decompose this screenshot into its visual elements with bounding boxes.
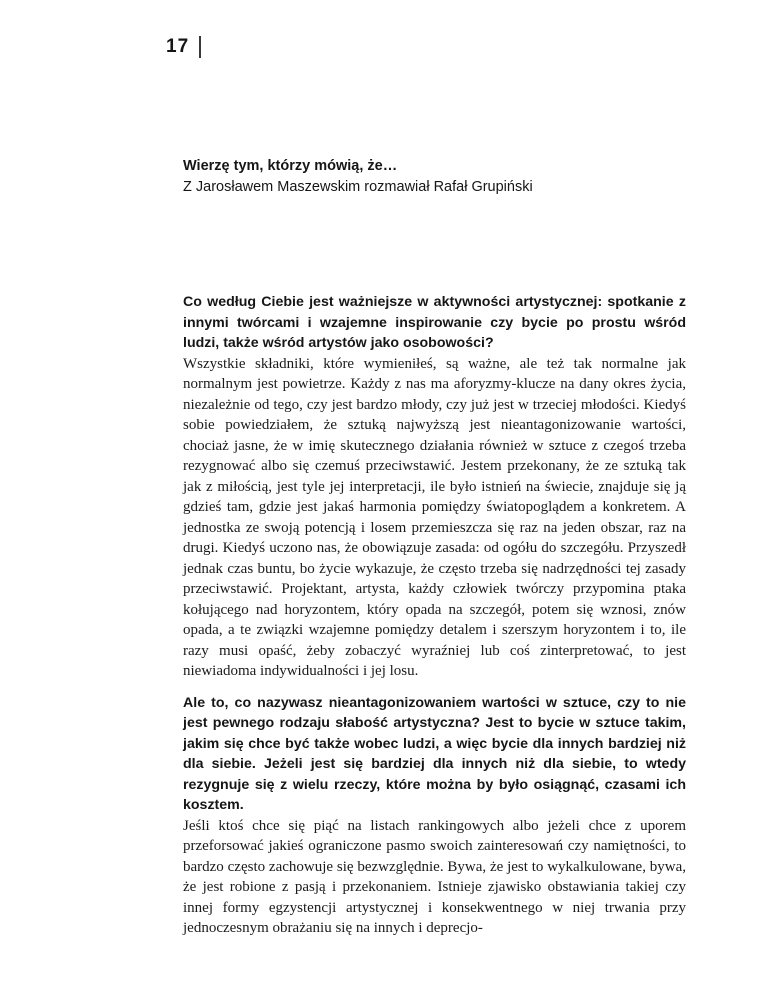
interview-answer: Wszystkie składniki, które wymieniłeś, są ważne, ale też tak normalne jak normalnym jest powietrze. Każdy z nas ma aforyzmy-klucze na dany okres życia, niezależnie od tego, czy jest bardzo młody, czy już jest w trzeciej młodości. Kiedyś sobie powiedziałem, że sztuką najwyższą jest nieantagonizowanie wartości, chociaż jasne, że w imię skutecznego działania również w sztuce z czegoś trzeba rezygnować albo się czemuś przeciwstawić. Jestem przekonany, że ze sztuką tak jak z miłością, jest tyle jej interpretacji, ile było istnień na świecie, znajduje się ją gdzieś tam, gdzie jest jakaś harmonia pomiędzy światopoglądem a konkretem. A jednostka ze swoją potencją i losem przemieszcza się raz na jeden obszar, raz na drugi. Kiedyś uczono nas, że obowiązuje zasada: od ogółu do szczegółu. Przyszedł jednak czas buntu, bo życie wykazuje, że często trzeba się nadrzędności tej zasady przeciwstawić. Projektant, artysta, każdy człowiek twórczy przypomina ptaka kołującego nad horyzontem, który opada na szczegół, potem się wznosi, znów opada, a te związki wzajemne pomiędzy detalem i szerszym horyzontem i to, ile razy musi opaść, żeby zobaczyć wyraźniej lub coś zinterpretować, to jest niewiadoma indywidualności i jej losu. bbox=[183, 355, 686, 679]
article-header bbox=[183, 156, 686, 198]
article-title: Wierzę tym, którzy mówią, że… bbox=[183, 158, 398, 174]
interview-question: Co według Ciebie jest ważniejsze w aktywności artystycznej: spotkanie z innymi twórcami i wzajemne inspirowanie czy bycie po prostu wśród ludzi, także wśród artystów jako osobowości? bbox=[183, 294, 686, 351]
article-byline: Z Jarosławem Maszewskim rozmawiał Rafał Grupiński bbox=[183, 179, 533, 195]
page-number: 17 bbox=[166, 36, 190, 57]
page-number-rule bbox=[199, 36, 201, 58]
page-number-block bbox=[166, 36, 201, 58]
interview-answer: Jeśli ktoś chce się piąć na listach rankingowych albo jeżeli chce z uporem przeforsować jakieś ograniczone pasmo swoich zainteresowań czy namiętności, to bardzo często zachowuje się bezwzględnie. Bywa, że jest to wykalkulowane, bywa, że jest robione z pasją i przekonaniem. Istnieje zjawisko obstawiania takiej czy innej formy egzystencji artystycznej i konsekwentnego w niej trwania przy jednoczesnym obrażaniu się na innych i deprecjo- bbox=[183, 817, 686, 936]
interview-body bbox=[183, 292, 686, 939]
interview-question: Ale to, co nazywasz nieantagonizowaniem wartości w sztuce, czy to nie jest pewnego rodzaju słabość artystyczna? Jest to bycie w sztuce takim, jakim się chce być także wobec ludzi, a więc bycie dla innych bardziej niż dla siebie. Jeżeli jest się bardziej dla innych niż dla siebie, to wtedy rezygnuje się z wielu rzeczy, które można by było osiągnąć, czasami ich kosztem. bbox=[183, 694, 686, 813]
